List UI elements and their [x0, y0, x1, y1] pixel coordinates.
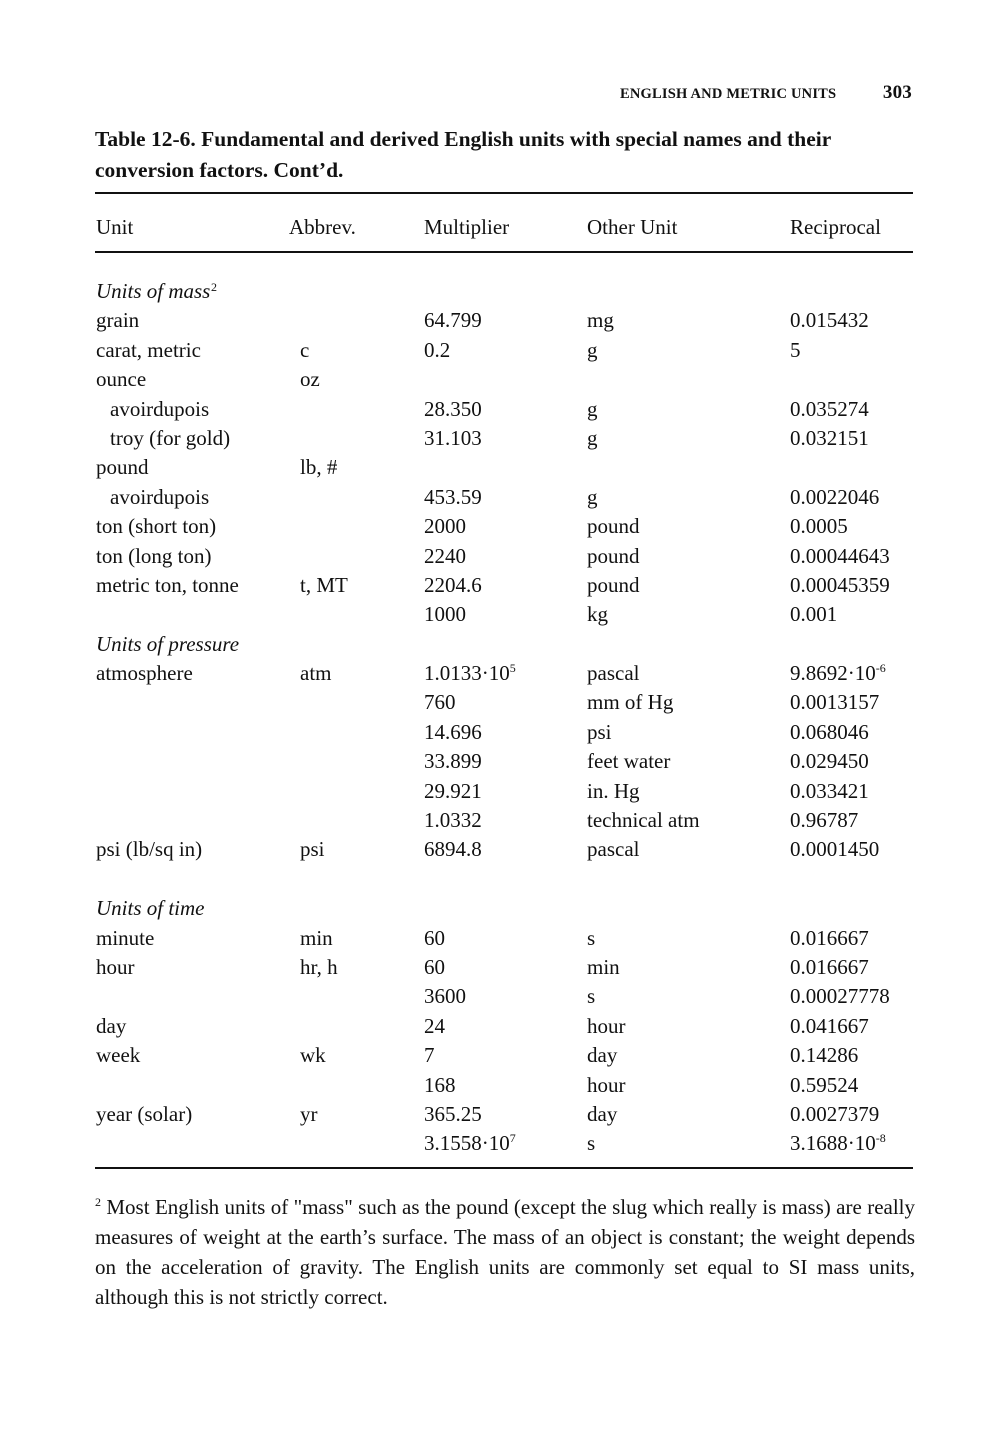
table-row: [0, 1100, 1008, 1129]
section-heading-row: [0, 277, 1008, 306]
cell-other-unit: mg: [587, 308, 614, 333]
cell-reciprocal-value: 0.035274: [790, 396, 869, 421]
cell-multiplier-value: 60: [424, 925, 445, 950]
table-row: [0, 365, 1008, 394]
cell-multiplier-value: 3600: [424, 984, 466, 1009]
cell-other-unit: s: [587, 984, 596, 1009]
cell-multiplier: [424, 395, 482, 424]
cell-multiplier: [424, 777, 482, 806]
table-caption: [95, 124, 915, 186]
cell-multiplier: [424, 718, 482, 747]
cell-unit: day: [96, 1013, 127, 1038]
cell-multiplier-value: 7: [424, 1043, 435, 1068]
table-top-rule: [95, 192, 913, 194]
cell-reciprocal: [790, 688, 879, 717]
cell-other-unit: pascal: [587, 837, 640, 862]
cell-reciprocal-value: 3.1688·10: [790, 1131, 876, 1156]
page-number: 303: [882, 82, 912, 103]
cell-multiplier-exponent: 5: [509, 661, 516, 676]
cell-multiplier: [424, 483, 482, 512]
cell-multiplier-value: 14.696: [424, 719, 482, 744]
cell-reciprocal-value: 0.00044643: [790, 543, 890, 568]
cell-reciprocal: [790, 306, 869, 335]
cell-reciprocal-value: 0.96787: [790, 808, 859, 833]
cell-multiplier: [424, 1071, 456, 1100]
table-row: [0, 953, 1008, 982]
cell-abbrev: atm: [300, 661, 332, 686]
cell-reciprocal-value: 0.0022046: [790, 484, 880, 509]
cell-other-unit: technical atm: [587, 808, 700, 833]
cell-abbrev: lb, #: [300, 455, 338, 480]
cell-reciprocal: [790, 600, 837, 629]
table-row: [0, 483, 1008, 512]
cell-reciprocal: [790, 1012, 869, 1041]
table-body: [0, 277, 1008, 1159]
cell-other-unit: pound: [587, 543, 640, 568]
table-row: [0, 924, 1008, 953]
cell-reciprocal-value: 0.068046: [790, 719, 869, 744]
cell-multiplier: [424, 688, 456, 717]
cell-reciprocal: [790, 659, 886, 688]
footnote-marker: 2: [95, 1195, 101, 1209]
cell-multiplier-value: 64.799: [424, 308, 482, 333]
cell-reciprocal-value: 0.016667: [790, 925, 869, 950]
table-row: [0, 747, 1008, 776]
cell-other-unit: hour: [587, 1013, 626, 1038]
cell-unit: ton (short ton): [96, 514, 217, 539]
cell-multiplier: [424, 542, 466, 571]
running-head: [620, 82, 912, 104]
cell-multiplier: [424, 571, 482, 600]
running-head-title: ENGLISH AND METRIC UNITS: [620, 86, 837, 102]
cell-multiplier-value: 60: [424, 954, 445, 979]
cell-abbrev: min: [300, 925, 333, 950]
cell-unit: avoirdupois: [110, 484, 210, 509]
cell-reciprocal-value: 0.0005: [790, 514, 848, 539]
table-row: [0, 453, 1008, 482]
cell-other-unit: pound: [587, 572, 640, 597]
cell-multiplier: [424, 1129, 516, 1158]
table-row: [0, 659, 1008, 688]
cell-multiplier-value: 2240: [424, 543, 466, 568]
cell-other-unit: pound: [587, 514, 640, 539]
table-row: [0, 777, 1008, 806]
table-row: [0, 806, 1008, 835]
cell-other-unit: kg: [587, 602, 608, 627]
cell-other-unit: g: [587, 396, 598, 421]
cell-multiplier-value: 2204.6: [424, 572, 482, 597]
cell-reciprocal: [790, 1071, 858, 1100]
cell-reciprocal: [790, 718, 869, 747]
cell-reciprocal: [790, 806, 858, 835]
cell-multiplier: [424, 835, 482, 864]
cell-reciprocal-value: 0.00027778: [790, 984, 890, 1009]
column-header-unit: Unit: [96, 215, 134, 239]
cell-reciprocal: [790, 835, 879, 864]
cell-multiplier: [424, 512, 466, 541]
cell-reciprocal: [790, 747, 869, 776]
cell-other-unit: pascal: [587, 661, 640, 686]
cell-reciprocal: [790, 1041, 858, 1070]
cell-reciprocal-value: 0.0027379: [790, 1101, 880, 1126]
column-header-multiplier: Multiplier: [424, 215, 510, 239]
cell-multiplier-value: 0.2: [424, 337, 451, 362]
cell-reciprocal: [790, 542, 890, 571]
cell-other-unit: g: [587, 484, 598, 509]
cell-unit: minute: [96, 925, 155, 950]
cell-multiplier: [424, 1041, 435, 1070]
cell-multiplier: [424, 747, 482, 776]
cell-reciprocal-value: 0.0013157: [790, 690, 880, 715]
cell-multiplier: [424, 953, 445, 982]
cell-reciprocal-exponent: -8: [875, 1131, 886, 1146]
cell-reciprocal: [790, 424, 869, 453]
section-title: Units of time: [96, 896, 205, 921]
table-row: [0, 424, 1008, 453]
section-heading-row: [0, 630, 1008, 659]
cell-multiplier-value: 28.350: [424, 396, 482, 421]
table-row: [0, 1041, 1008, 1070]
cell-reciprocal: [790, 924, 869, 953]
section-heading-row: [0, 894, 1008, 923]
cell-other-unit: psi: [587, 719, 612, 744]
cell-unit: hour: [96, 954, 135, 979]
table-row: [0, 718, 1008, 747]
cell-reciprocal-value: 0.0001450: [790, 837, 880, 862]
table-row: [0, 306, 1008, 335]
table-header-rule: [95, 251, 913, 253]
cell-reciprocal-value: 0.016667: [790, 954, 869, 979]
cell-multiplier: [424, 600, 466, 629]
cell-other-unit: g: [587, 425, 598, 450]
cell-abbrev: yr: [300, 1101, 318, 1126]
cell-reciprocal: [790, 1100, 879, 1129]
cell-other-unit: day: [587, 1101, 618, 1126]
cell-reciprocal: [790, 982, 890, 1011]
cell-other-unit: mm of Hg: [587, 690, 674, 715]
cell-multiplier-value: 31.103: [424, 425, 482, 450]
cell-other-unit: s: [587, 925, 596, 950]
cell-reciprocal-value: 5: [790, 337, 801, 362]
cell-other-unit: in. Hg: [587, 778, 640, 803]
cell-reciprocal: [790, 1129, 886, 1158]
cell-abbrev: c: [300, 337, 310, 362]
cell-reciprocal-value: 0.041667: [790, 1013, 869, 1038]
cell-multiplier-value: 1000: [424, 602, 466, 627]
cell-reciprocal: [790, 336, 801, 365]
cell-abbrev: t, MT: [300, 572, 348, 597]
cell-unit: atmosphere: [96, 661, 193, 686]
cell-other-unit: g: [587, 337, 598, 362]
cell-reciprocal-value: 0.00045359: [790, 572, 890, 597]
cell-multiplier-value: 1.0332: [424, 808, 482, 833]
cell-unit: carat, metric: [96, 337, 201, 362]
cell-multiplier: [424, 806, 482, 835]
cell-multiplier-exponent: 7: [509, 1131, 516, 1146]
table-row: [0, 395, 1008, 424]
table-row: [0, 571, 1008, 600]
table-row: [0, 336, 1008, 365]
cell-unit: ton (long ton): [96, 543, 212, 568]
cell-reciprocal-value: 0.029450: [790, 749, 869, 774]
table-row: [0, 982, 1008, 1011]
cell-multiplier: [424, 659, 516, 688]
column-header-reciprocal: Reciprocal: [790, 215, 881, 239]
cell-multiplier: [424, 924, 445, 953]
table-row: [0, 1129, 1008, 1158]
cell-reciprocal: [790, 395, 869, 424]
cell-other-unit: s: [587, 1131, 596, 1156]
cell-multiplier-value: 29.921: [424, 778, 482, 803]
cell-multiplier-value: 1.0133·10: [424, 661, 510, 686]
cell-reciprocal-value: 0.032151: [790, 425, 869, 450]
cell-reciprocal-value: 0.033421: [790, 778, 869, 803]
cell-unit: troy (for gold): [110, 425, 231, 450]
cell-multiplier-value: 365.25: [424, 1101, 482, 1126]
cell-unit: metric ton, tonne: [96, 572, 239, 597]
cell-multiplier-value: 3.1558·10: [424, 1131, 510, 1156]
cell-multiplier: [424, 336, 450, 365]
cell-abbrev: wk: [300, 1043, 326, 1068]
cell-multiplier-value: 6894.8: [424, 837, 482, 862]
cell-multiplier: [424, 424, 482, 453]
cell-other-unit: feet water: [587, 749, 671, 774]
cell-multiplier: [424, 1100, 482, 1129]
cell-multiplier-value: 760: [424, 690, 456, 715]
table-row: [0, 512, 1008, 541]
cell-unit: year (solar): [96, 1101, 193, 1126]
cell-abbrev: oz: [300, 367, 320, 392]
cell-other-unit: day: [587, 1043, 618, 1068]
cell-unit: psi (lb/sq in): [96, 837, 203, 862]
cell-multiplier-value: 168: [424, 1072, 456, 1097]
section-spacer: [0, 865, 1008, 894]
cell-unit: avoirdupois: [110, 396, 210, 421]
cell-reciprocal: [790, 953, 869, 982]
column-header-abbrev: Abbrev.: [289, 215, 356, 239]
cell-reciprocal-value: 0.001: [790, 602, 838, 627]
cell-unit: grain: [96, 308, 140, 333]
table-row: [0, 688, 1008, 717]
table-row: [0, 542, 1008, 571]
footnote-text: Most English units of "mass" such as the pound (except the slug which really is mass) are really measures of weight at the earth’s surface. The mass of an object is constant; the weight depends on the acceleration of gravity. The English units are commonly set equal to SI mass units, although this is not strictly correct.: [95, 1195, 915, 1309]
cell-multiplier-value: 2000: [424, 514, 466, 539]
cell-abbrev: psi: [300, 837, 325, 862]
table-row: [0, 600, 1008, 629]
table-caption-label: Table 12-6.: [95, 127, 196, 151]
cell-multiplier-value: 24: [424, 1013, 445, 1038]
cell-reciprocal: [790, 571, 890, 600]
cell-abbrev: hr, h: [300, 954, 338, 979]
cell-reciprocal: [790, 512, 848, 541]
cell-reciprocal-value: 0.015432: [790, 308, 869, 333]
cell-reciprocal-value: 0.59524: [790, 1072, 859, 1097]
cell-reciprocal-value: 9.8692·10: [790, 661, 876, 686]
cell-unit: ounce: [96, 367, 147, 392]
cell-reciprocal: [790, 483, 879, 512]
cell-unit: week: [96, 1043, 141, 1068]
cell-unit: pound: [96, 455, 149, 480]
column-header-other-unit: Other Unit: [587, 215, 678, 239]
cell-multiplier: [424, 306, 482, 335]
cell-reciprocal-exponent: -6: [875, 661, 886, 676]
cell-multiplier: [424, 1012, 445, 1041]
cell-multiplier: [424, 982, 466, 1011]
section-title: Units of pressure: [96, 631, 240, 656]
cell-multiplier-value: 33.899: [424, 749, 482, 774]
table-row: [0, 835, 1008, 864]
cell-multiplier-value: 453.59: [424, 484, 482, 509]
cell-reciprocal: [790, 777, 869, 806]
section-title-footnote-ref: 2: [211, 280, 217, 294]
cell-reciprocal-value: 0.14286: [790, 1043, 859, 1068]
cell-other-unit: hour: [587, 1072, 626, 1097]
table-caption-text: Fundamental and derived English units with special names and their conversion factors. Cont’d.: [95, 127, 831, 182]
table-row: [0, 1012, 1008, 1041]
cell-other-unit: min: [587, 954, 620, 979]
table-bottom-rule: [95, 1167, 913, 1169]
footnote: [95, 1192, 915, 1312]
table-row: [0, 1071, 1008, 1100]
section-title: Units of mass: [96, 279, 211, 303]
